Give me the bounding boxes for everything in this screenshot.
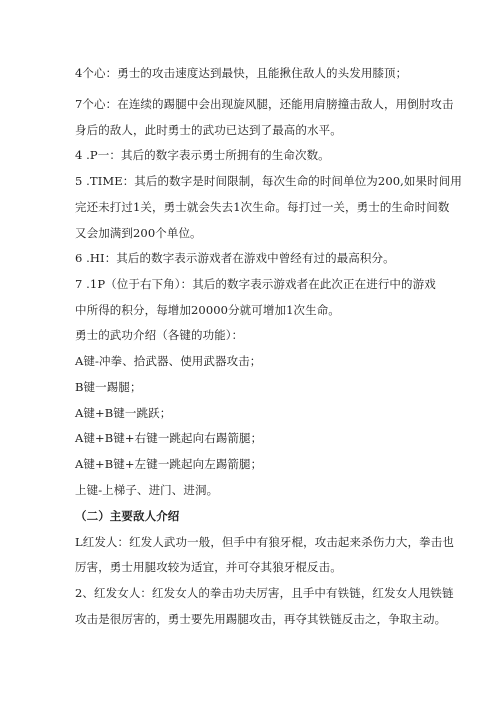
text-line: 身后的敌人，此时勇士的武功已达到了最高的水平。 xyxy=(75,123,342,137)
text-line: A键+B键一跳跃； xyxy=(75,406,172,420)
text-line: 4 .P一：其后的数字表示勇士所拥有的生命次数。 xyxy=(75,148,330,162)
text-line: 完还未打过1关，勇士就会失去1次生命。每打过一关，勇士的生命时间数 xyxy=(75,200,450,214)
text-line: 7 .1P（位于右下角）：其后的数字表示游戏者在此次正在进行中的游戏 xyxy=(75,277,436,291)
section-heading: （二）主要敌人介绍 xyxy=(75,509,180,523)
text-line: 勇士的武功介绍（各键的功能）： xyxy=(75,328,244,342)
text-line: 7个心：在连续的踢腿中会出现旋风腿，还能用肩膀撞击敌人，用倒肘攻击 xyxy=(75,97,454,111)
text-line: 上键-上梯子、进门、进洞。 xyxy=(75,483,219,497)
text-line: 6 .HI：其后的数字表示游戏者在游戏中曾经有过的最高积分。 xyxy=(75,251,395,265)
text-line: B键一踢腿； xyxy=(75,380,142,394)
text-line: A键+B键+右键一跳起向右踢箭腿； xyxy=(75,431,263,445)
text-line: 4个心：勇士的攻击速度达到最快，且能揪住敌人的头发用膝顶； xyxy=(75,66,408,80)
text-line: A键+B键+左键一跳起向左踢箭腿； xyxy=(75,457,263,471)
text-line: 5 .TIME：其后的数字是时间限制，每次生命的时间单位为200,如果时间用 xyxy=(75,174,462,188)
text-line: 又会加满到200个单位。 xyxy=(75,226,202,240)
text-line: L红发人：红发人武功一般，但手中有狼牙棍，攻击起来杀伤力大，拳击也 xyxy=(75,535,454,549)
text-line: 中所得的积分，每增加20000分就可增加1次生命。 xyxy=(75,303,340,317)
text-line: 攻击是很厉害的，勇士要先用踢腿攻击，再夺其铁链反击之，争取主动。 xyxy=(75,612,447,626)
text-line: A键-冲拳、拾武器、使用武器攻击； xyxy=(75,354,262,368)
text-line: 2、红发女人：红发女人的拳击功夫厉害，且手中有铁链，红发女人甩铁链 xyxy=(75,586,454,600)
text-line: 厉害，勇士用腿攻较为适宜，并可夺其狼牙棍反击。 xyxy=(75,560,342,574)
